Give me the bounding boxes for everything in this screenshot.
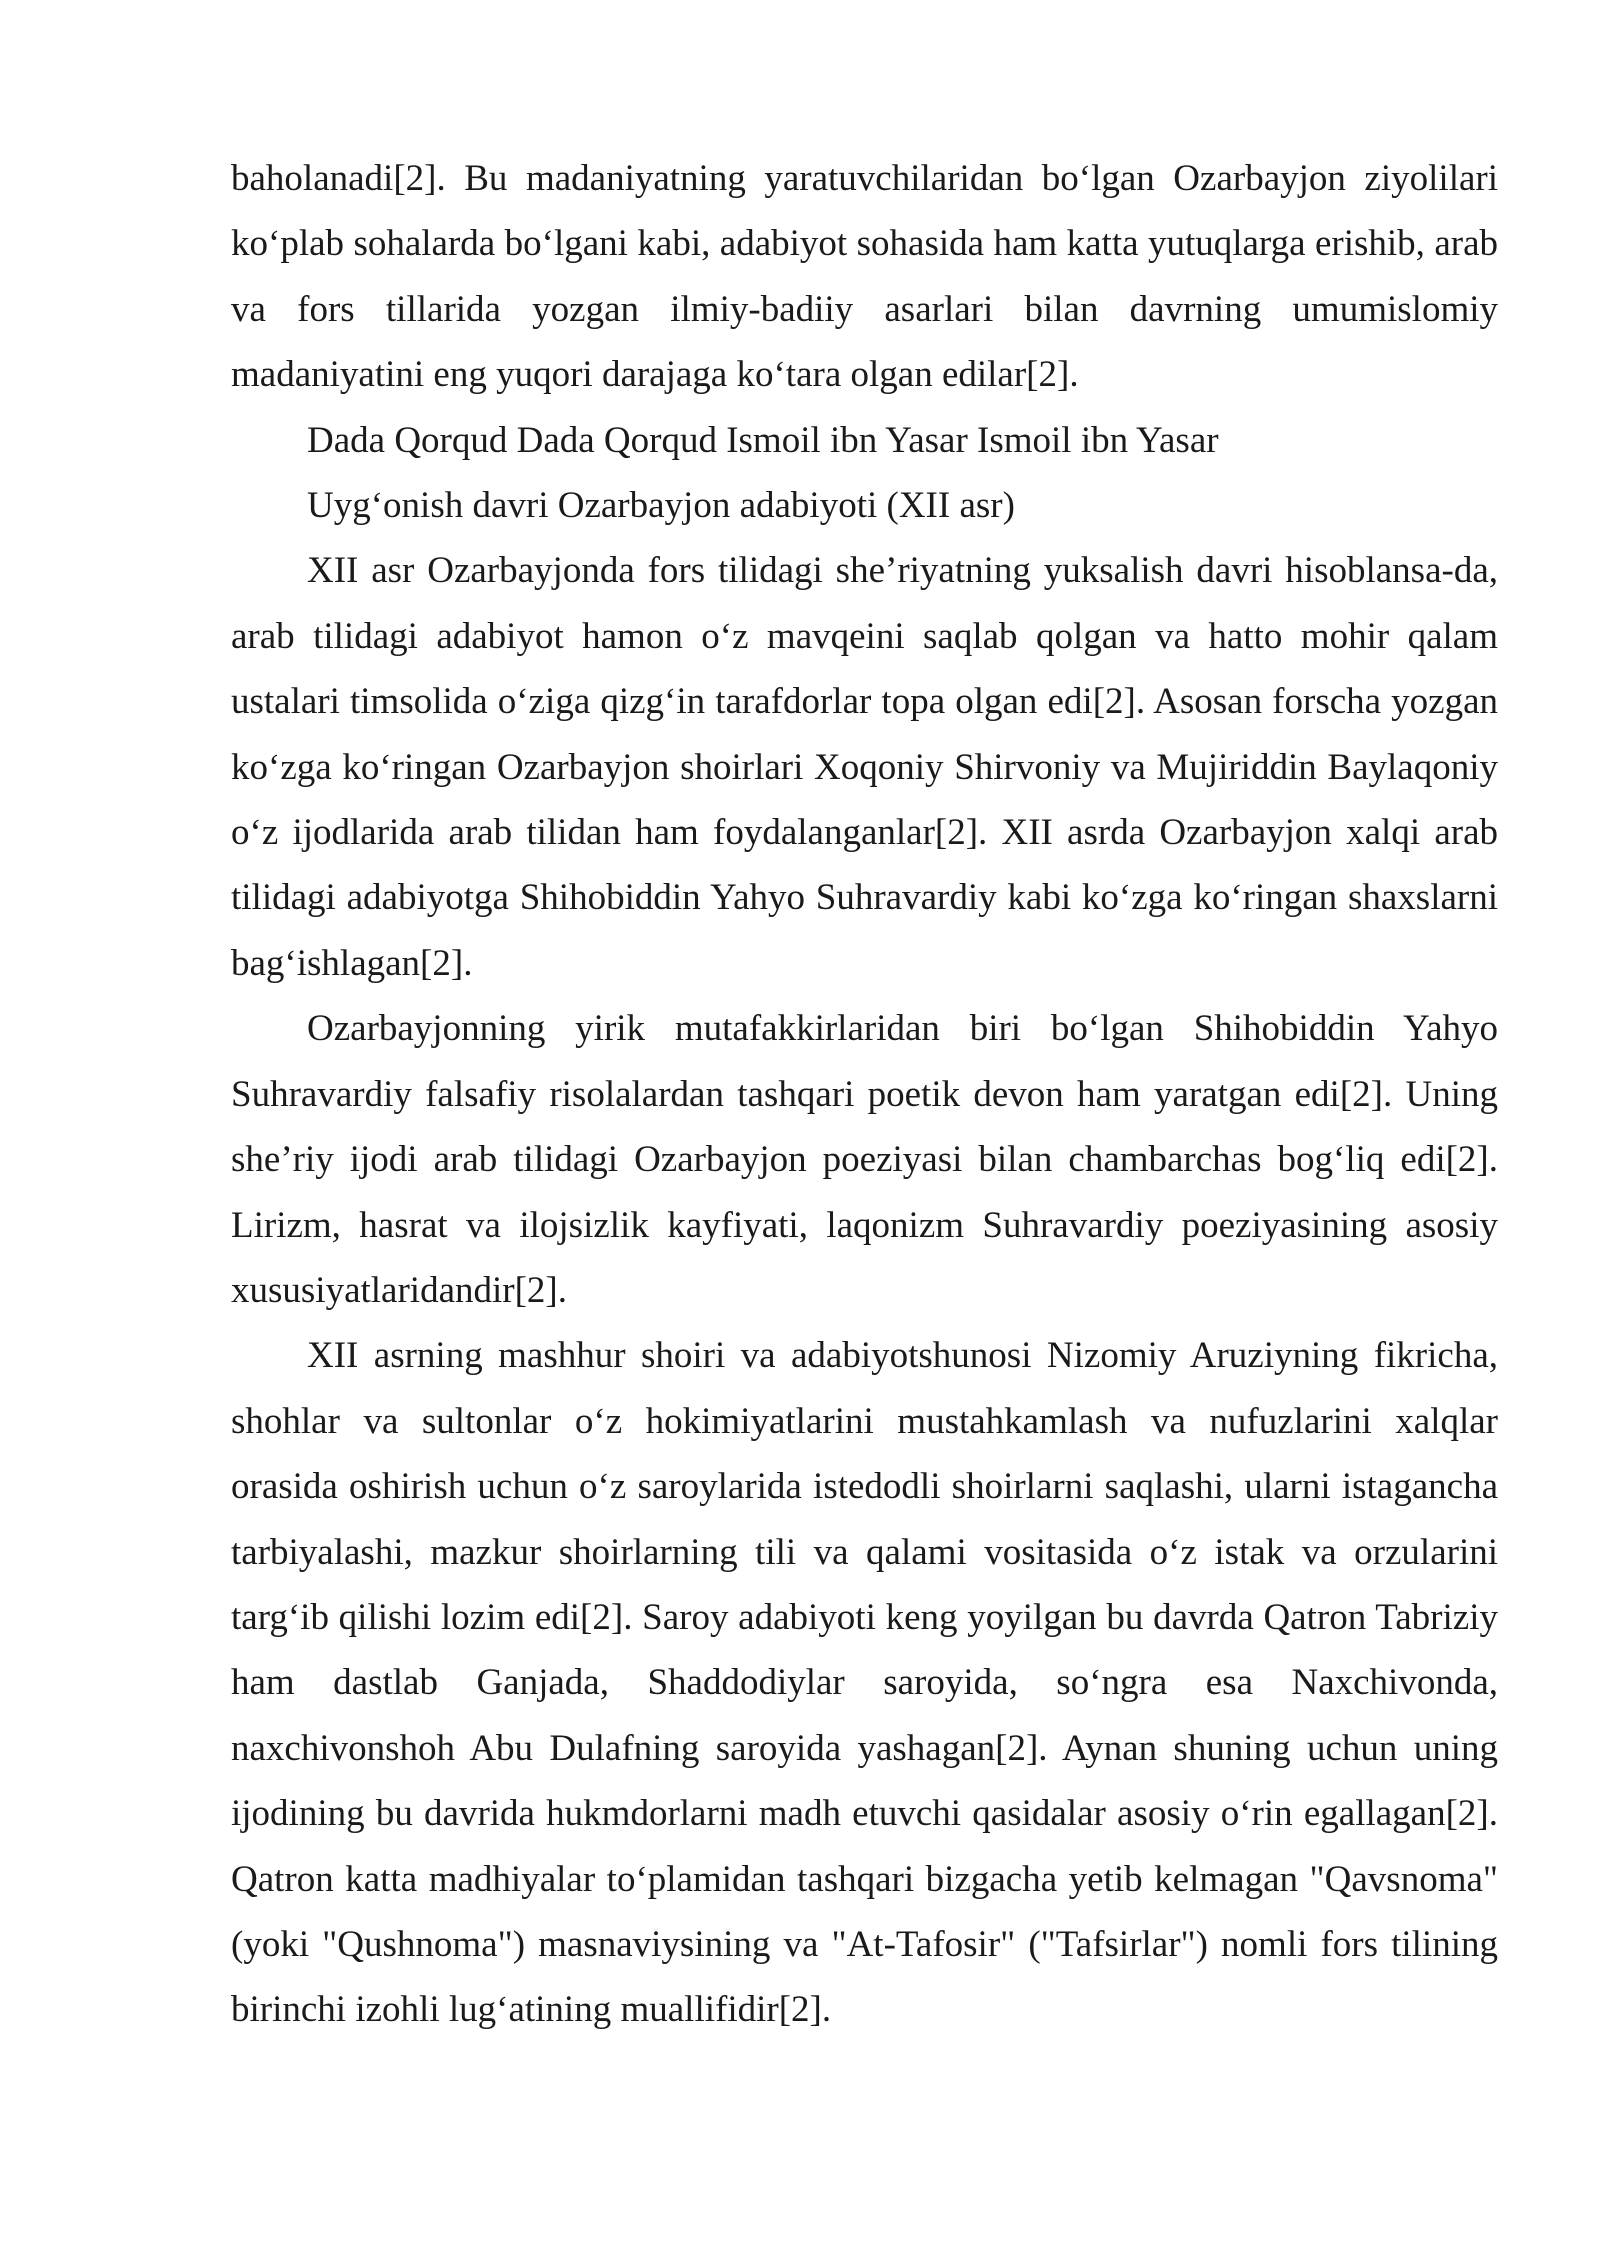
- document-body: [231, 146, 1498, 2043]
- paragraph-xii-century: XII asr Ozarbayjonda fors tilidagi she’riyatning yuksalish davri hisoblansa-da, arab tilidagi adabiyot hamon o‘z mavqeini saqlab qolgan va hatto mohir qalam ustalari timsolida o‘ziga qizg‘in tarafdorlar topa olgan edi[2]. Asosan forscha yozgan ko‘zga ko‘ringan Ozarbayjon shoirlari Xoqoniy Shirvoniy va Mujiriddin Baylaqoniy o‘z ijodlarida arab tilidan ham foydalanganlar[2]. XII asrda Ozarbayjon xalqi arab tilidagi adabiyotga Shihobiddin Yahyo Suhravardiy kabi ko‘zga ko‘ringan shaxslarni bag‘ishlagan[2].: [231, 550, 1498, 984]
- paragraph-continuation: baholanadi[2]. Bu madaniyatning yaratuvchilaridan bo‘lgan Ozarbayjon ziyolilari ko‘plab sohalarda bo‘lgani kabi, adabiyot sohasida ham katta yutuqlarga erishib, arab va fors tillarida yozgan ilmiy-badiiy asarlari bilan davrning umumislomiy madaniyatini eng yuqori darajaga ko‘tara olgan edilar[2].: [231, 158, 1498, 396]
- section-heading: Uyg‘onish davri Ozarbayjon adabiyoti (XII asr): [307, 485, 1015, 527]
- paragraph-suhravardiy: Ozarbayjonning yirik mutafakkirlaridan biri bo‘lgan Shihobiddin Yahyo Suhravardiy falsafiy risolalardan tashqari poetik devon ham yaratgan edi[2]. Uning she’riy ijodi arab tilidagi Ozarbayjon poeziyasi bilan chambarchas bog‘liq edi[2]. Lirizm, hasrat va ilojsizlik kayfiyati, laqonizm Suhravardiy poeziyasining asosiy xususiyatlaridandir[2].: [231, 1008, 1498, 1311]
- paragraph-name-list: Dada Qorqud Dada Qorqud Ismoil ibn Yasar Ismoil ibn Yasar: [307, 419, 1219, 461]
- paragraph-nizomiy-aruziy: XII asrning mashhur shoiri va adabiyotshunosi Nizomiy Aruziyning fikricha, shohlar va sultonlar o‘z hokimiyatlarini mustahkamlash va nufuzlarini xalqlar orasida oshirish uchun o‘z saroylarida istedodli shoirlarni saqlashi, ularni istagancha tarbiyalashi, mazkur shoirlarning tili va qalami vositasida o‘z istak va orzularini targ‘ib qilishi lozim edi[2]. Saroy adabiyoti keng yoyilgan bu davrda Qatron Tabriziy ham dastlab Ganjada, Shaddodiylar saroyida, so‘ngra esa Naxchivonda, naxchivonshoh Abu Dulafning saroyida yashagan[2]. Aynan shuning uchun uning ijodining bu davrida hukmdorlarni madh etuvchi qasidalar asosiy o‘rin egallagan[2]. Qatron katta madhiyalar to‘plamidan tashqari bizgacha yetib kelmagan "Qavsnoma" (yoki "Qushnoma") masnaviysining va "At-Tafosir" ("Tafsirlar") nomli fors tilining birinchi izohli lug‘atining muallifidir[2].: [231, 1335, 1498, 2031]
